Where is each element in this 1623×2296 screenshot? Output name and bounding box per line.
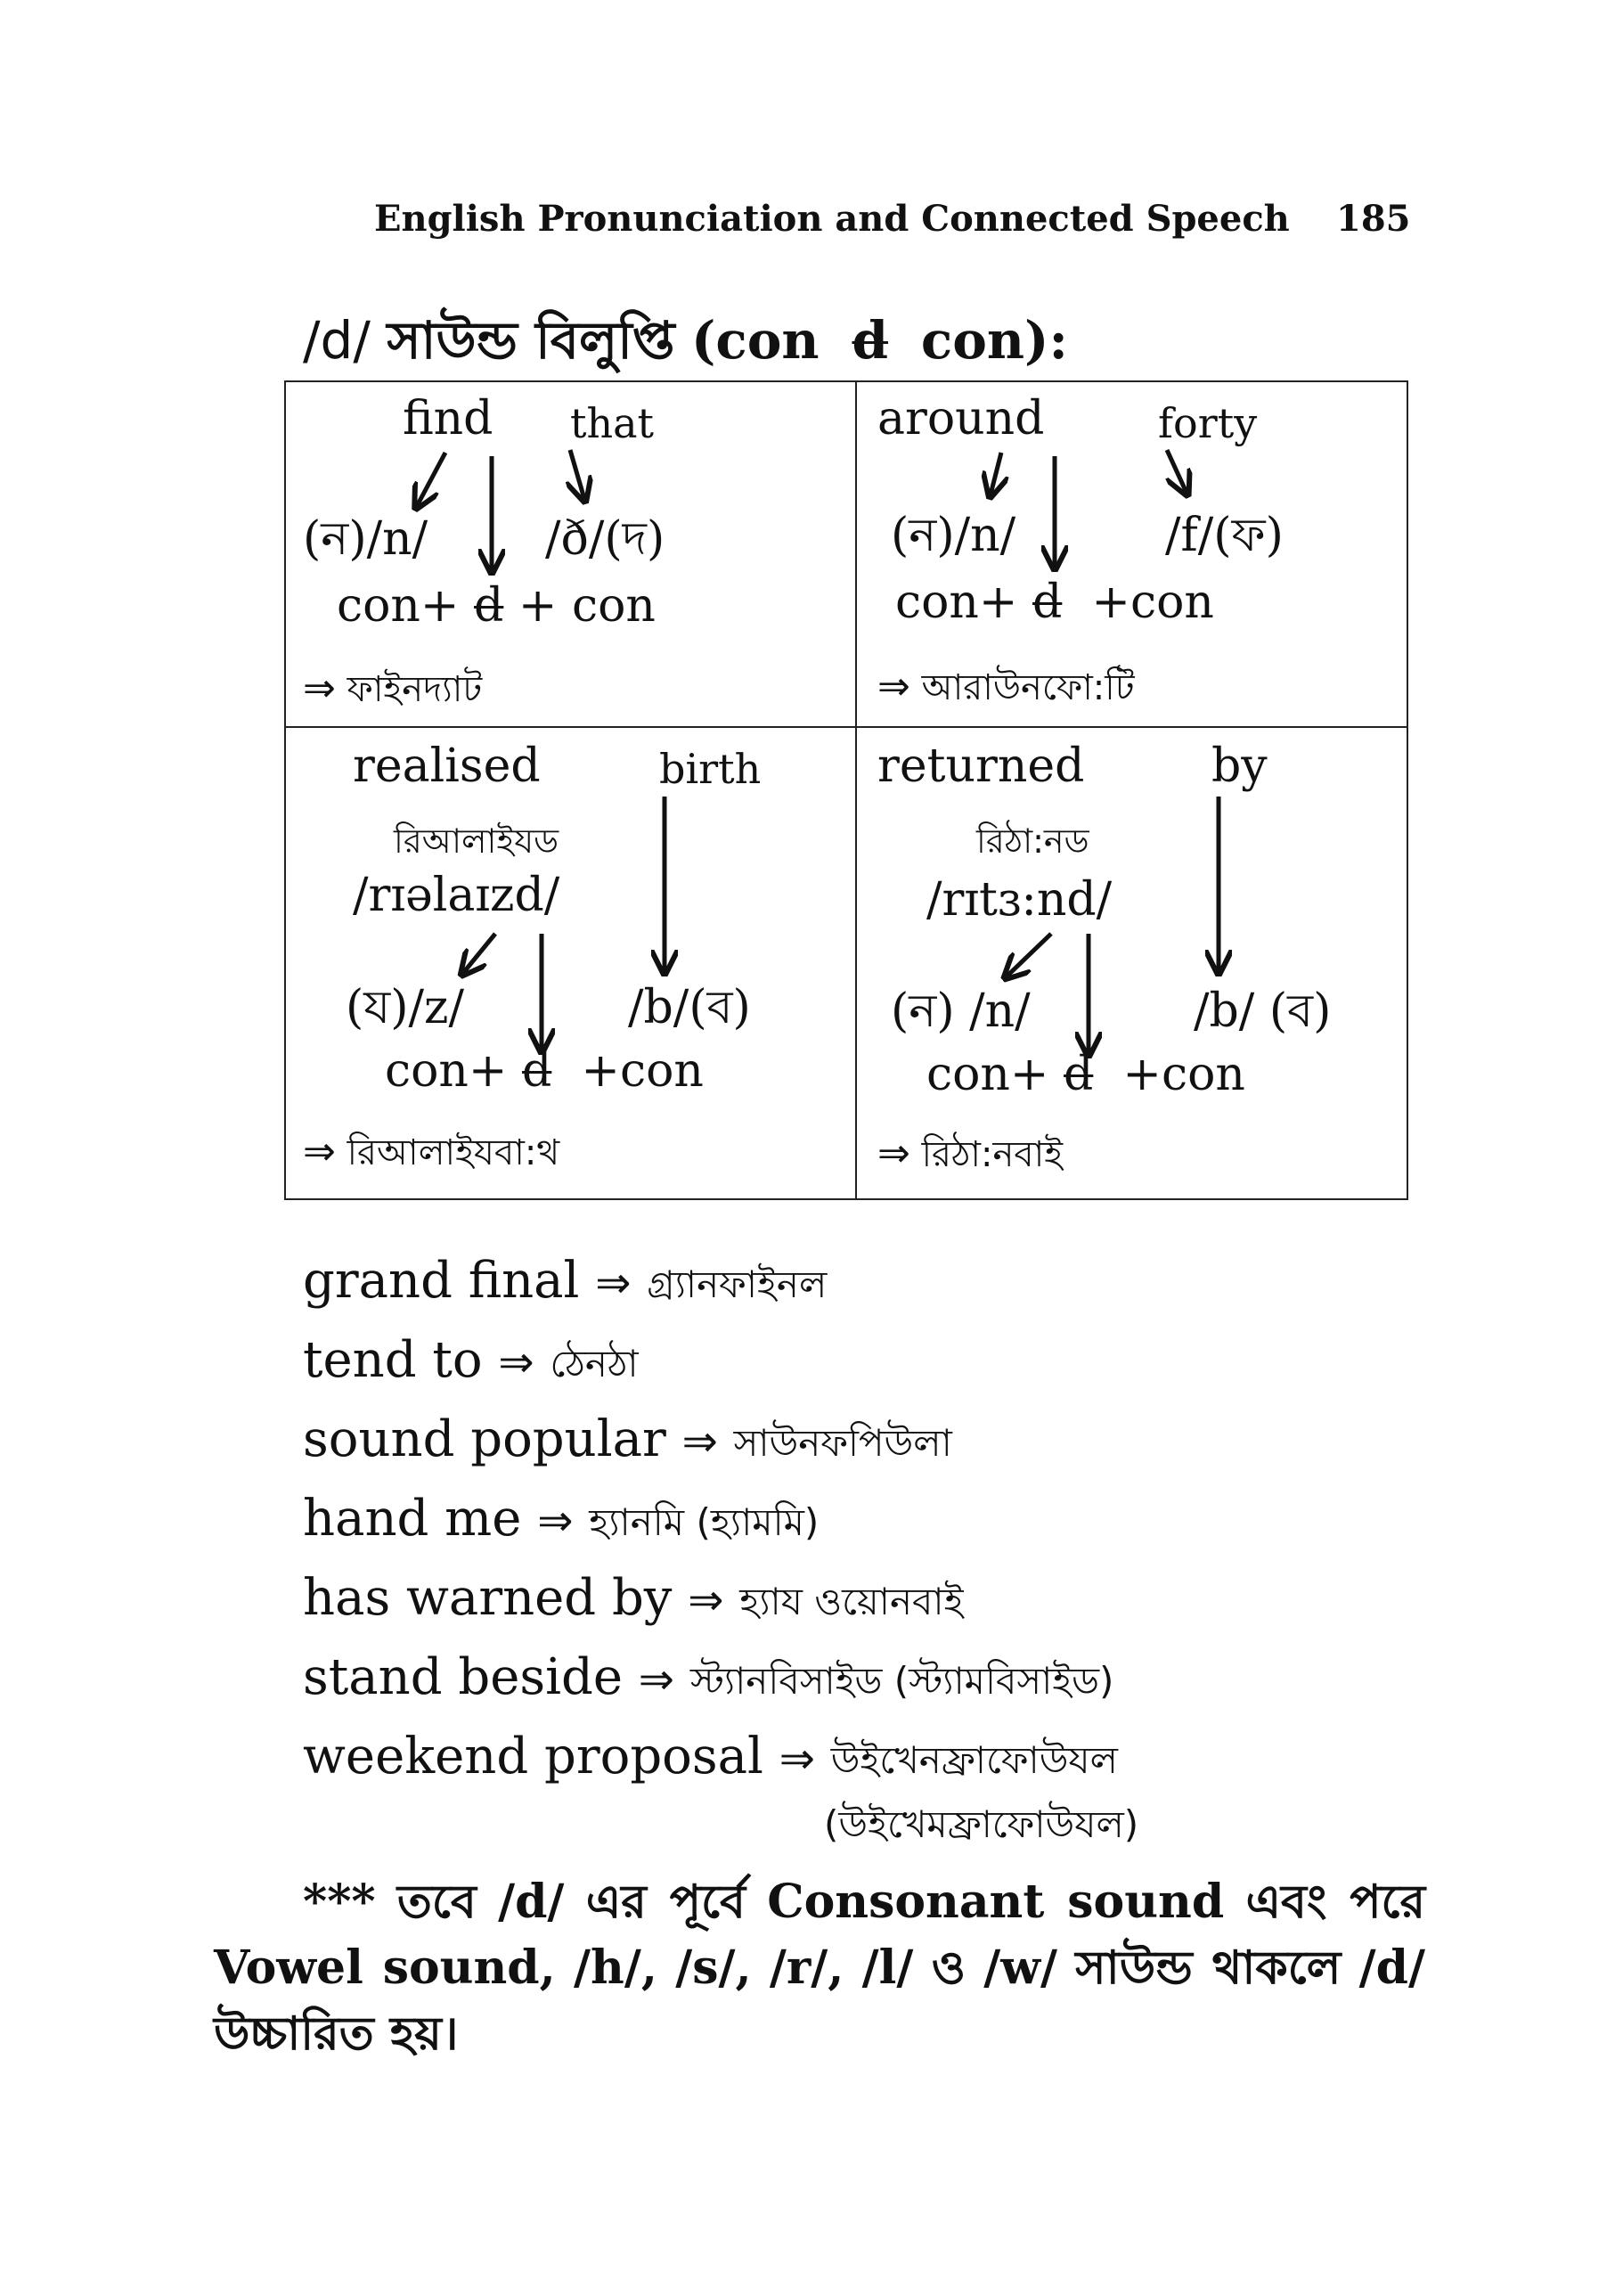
example-bengali: গ্র্যানফাইনল <box>647 1262 828 1306</box>
cell4-phoneme-right: /b/ (ব) <box>1194 985 1332 1038</box>
title-close: con): <box>920 310 1068 371</box>
cell4-formula-b: +con <box>1122 1048 1245 1101</box>
title-sound: /d/ <box>303 310 371 371</box>
cell1-formula-a: con+ <box>337 579 460 633</box>
note-comma: , <box>539 1941 556 1995</box>
cell2-result-arrow: ⇒ <box>877 664 910 709</box>
cell3-phoneme-right: /b/(ব) <box>628 981 751 1034</box>
cell4-formula-a: con+ <box>926 1048 1049 1101</box>
example-english: grand final <box>303 1252 580 1310</box>
note-comma: , <box>735 1941 752 1995</box>
cell1-result-text: ফাইনদ্যাট <box>347 669 483 710</box>
cell2-formula-d: d <box>1032 576 1063 629</box>
cell4-word1: returned <box>877 739 1085 793</box>
example-arrow: ⇒ <box>779 1734 815 1784</box>
example-bengali: সাউনফপিউলা <box>733 1421 952 1465</box>
running-title: English Pronunciation and Connected Speech <box>374 198 1290 240</box>
cell4-formula <box>926 1048 1245 1101</box>
example-arrow: ⇒ <box>638 1655 674 1704</box>
example-bengali: স্ট্যানবিসাইড (স্ট্যামবিসাইড) <box>689 1659 1114 1703</box>
title-open: (con <box>690 310 820 371</box>
cell4-result-arrow: ⇒ <box>877 1131 910 1176</box>
cell1-formula <box>337 579 656 633</box>
cell3-formula-d: d <box>522 1044 552 1098</box>
title-bengali: সাউন্ড বিলুপ্তি <box>387 310 675 371</box>
cell3-word2: birth <box>659 745 762 793</box>
cell2-formula <box>895 576 1214 629</box>
cell3-result-arrow: ⇒ <box>303 1129 336 1174</box>
section-title <box>303 301 1068 388</box>
cell2-word1: around <box>877 392 1045 445</box>
example-arrow: ⇒ <box>498 1337 534 1387</box>
cell3-result-text: রিআলাইযবা:থ <box>347 1132 560 1173</box>
example-item <box>303 1648 1113 1715</box>
note-text: এর পূর্বে <box>585 1875 746 1929</box>
example-english: sound popular <box>303 1410 666 1468</box>
note-sound: /s/ <box>675 1941 736 1995</box>
cell2-result <box>877 659 1135 719</box>
example-bengali: উইখেনফ্রাফোউযল <box>830 1738 1118 1782</box>
cell2-result-text: আরাউনফো:টি <box>921 667 1135 708</box>
example-english: tend to <box>303 1331 483 1389</box>
cell1-phoneme-right: /ð/(দ) <box>545 512 665 566</box>
title-d: d <box>852 310 889 371</box>
cell3-formula <box>385 1044 704 1098</box>
note-text: সাউন্ড থাকলে <box>1075 1941 1342 1995</box>
note-stars: *** <box>303 1875 376 1929</box>
cell2-phoneme-left: (ন)/n/ <box>891 509 1016 562</box>
cell1-result-arrow: ⇒ <box>303 666 336 711</box>
note-comma: , <box>828 1941 844 1995</box>
cell2-formula-b: +con <box>1091 576 1214 629</box>
cell4-phoneme-left: (ন) /n/ <box>891 985 1031 1038</box>
note-term: Consonant sound <box>767 1875 1225 1929</box>
note-sound: /l/ <box>861 1941 914 1995</box>
example-arrow: ⇒ <box>595 1258 632 1308</box>
note-sound: /d/ <box>1358 1941 1426 1995</box>
note-text: ও <box>931 1941 966 1995</box>
note-sound: /h/ <box>574 1941 641 1995</box>
cell2-formula-a: con+ <box>895 576 1018 629</box>
example-english: stand beside <box>303 1648 623 1706</box>
table-divider-vertical <box>855 380 857 1200</box>
example-item <box>303 1331 639 1398</box>
cell1-word1: find <box>403 392 493 445</box>
cell1-phoneme-left: (ন)/n/ <box>303 512 428 566</box>
cell1-formula-b: + con <box>518 579 656 633</box>
cell4-formula-d: d <box>1064 1048 1094 1101</box>
cell4-ipa: /rɪtɜ:nd/ <box>926 873 1113 927</box>
cell3-bengali: রিআলাইযড <box>394 821 559 861</box>
example-item <box>303 1410 952 1477</box>
example-item <box>303 1728 1118 1794</box>
note-term: Vowel sound <box>214 1941 540 1995</box>
note-sound: /w/ <box>983 1941 1058 1995</box>
example-bengali: হ্যায ওয়োনবাই <box>739 1580 964 1623</box>
cell4-result-text: রিঠা:নবাই <box>921 1134 1064 1175</box>
note-sound: /d/ <box>498 1875 565 1929</box>
note-text: উচ্চারিত হয়। <box>214 2007 459 2061</box>
cell4-word2: by <box>1211 739 1268 793</box>
example-bengali: হ্যানমি (হ্যামমি) <box>589 1500 820 1544</box>
cell3-phoneme-left: (য)/z/ <box>346 981 464 1034</box>
note-comma: , <box>640 1941 657 1995</box>
example-item <box>303 1252 827 1319</box>
example-english: hand me <box>303 1490 522 1548</box>
example-arrow: ⇒ <box>688 1575 724 1625</box>
example-english: weekend proposal <box>303 1728 763 1785</box>
note-paragraph <box>214 1869 1425 2067</box>
cell3-ipa: /rɪəlaɪzd/ <box>353 869 560 922</box>
note-text: এবং পরে <box>1245 1875 1426 1929</box>
table-divider-horizontal <box>284 726 1408 728</box>
cell2-word2: forty <box>1158 399 1258 447</box>
cell2-phoneme-right: /f/(ফ) <box>1165 509 1284 562</box>
example-bengali: ঠেনঠা <box>550 1342 639 1385</box>
cell1-word2: that <box>570 399 655 447</box>
page-number: 185 <box>1336 198 1411 240</box>
cell4-result <box>877 1126 1063 1186</box>
cell4-bengali: রিঠা:নড <box>976 821 1089 861</box>
note-sound: /r/ <box>769 1941 828 1995</box>
cell3-formula-a: con+ <box>385 1044 508 1098</box>
example-continuation: (উইখেমফ্রাফোউযল) <box>824 1802 1139 1846</box>
cell1-result <box>303 661 482 721</box>
note-text: তবে <box>396 1875 477 1929</box>
example-english: has warned by <box>303 1569 673 1627</box>
example-arrow: ⇒ <box>537 1496 574 1546</box>
cell3-formula-b: +con <box>581 1044 704 1098</box>
example-arrow: ⇒ <box>681 1417 718 1467</box>
example-item <box>303 1569 963 1636</box>
cell3-word1: realised <box>353 739 541 793</box>
example-item <box>303 1490 819 1557</box>
cell1-formula-d: d <box>474 579 504 633</box>
cell3-result <box>303 1124 559 1184</box>
